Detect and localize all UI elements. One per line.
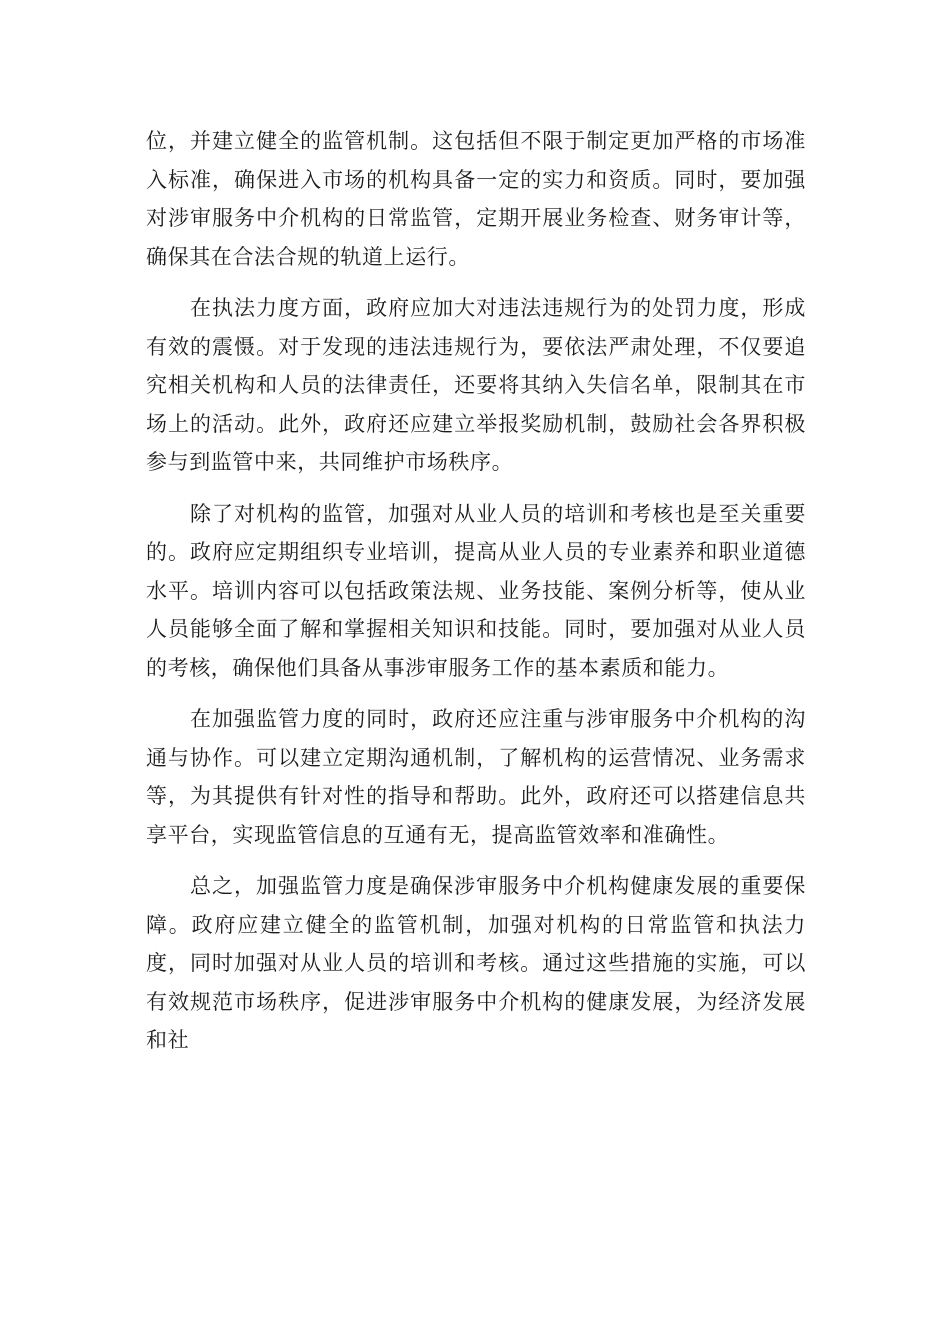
paragraph-5: 总之，加强监管力度是确保涉审服务中介机构健康发展的重要保障。政府应建立健全的监管机制，加强对机构的日常监管和执法力度，同时加强对从业人员的培训和考核。通过这些措施的实施，可以有效规范市场秩序，促进涉审服务中介机构的健康发展，为经济发展和社 [146,874,806,1052]
paragraph-2: 在执法力度方面，政府应加大对违法违规行为的处罚力度，形成有效的震慑。对于发现的违法违规行为，要依法严肃处理，不仅要追究相关机构和人员的法律责任，还要将其纳入失信名单，限制其在市场上的活动。此外，政府还应建立举报奖励机制，鼓励社会各界积极参与到监管中来，共同维护市场秩序。 [146,296,806,474]
paragraph-4: 在加强监管力度的同时，政府还应注重与涉审服务中介机构的沟通与协作。可以建立定期沟通机制，了解机构的运营情况、业务需求等，为其提供有针对性的指导和帮助。此外，政府还可以搭建信息共享平台，实现监管信息的互通有无，提高监管效率和准确性。 [146,707,806,847]
document-body [146,122,806,1073]
paragraph-1: 位，并建立健全的监管机制。这包括但不限于制定更加严格的市场准入标准，确保进入市场的机构具备一定的实力和资质。同时，要加强对涉审服务中介机构的日常监管，定期开展业务检查、财务审计等，确保其在合法合规的轨道上运行。 [146,129,806,269]
paragraph-3: 除了对机构的监管，加强对从业人员的培训和考核也是至关重要的。政府应定期组织专业培训，提高从业人员的专业素养和职业道德水平。培训内容可以包括政策法规、业务技能、案例分析等，使从业人员能够全面了解和掌握相关知识和技能。同时，要加强对从业人员的考核，确保他们具备从事涉审服务工作的基本素质和能力。 [146,501,806,680]
